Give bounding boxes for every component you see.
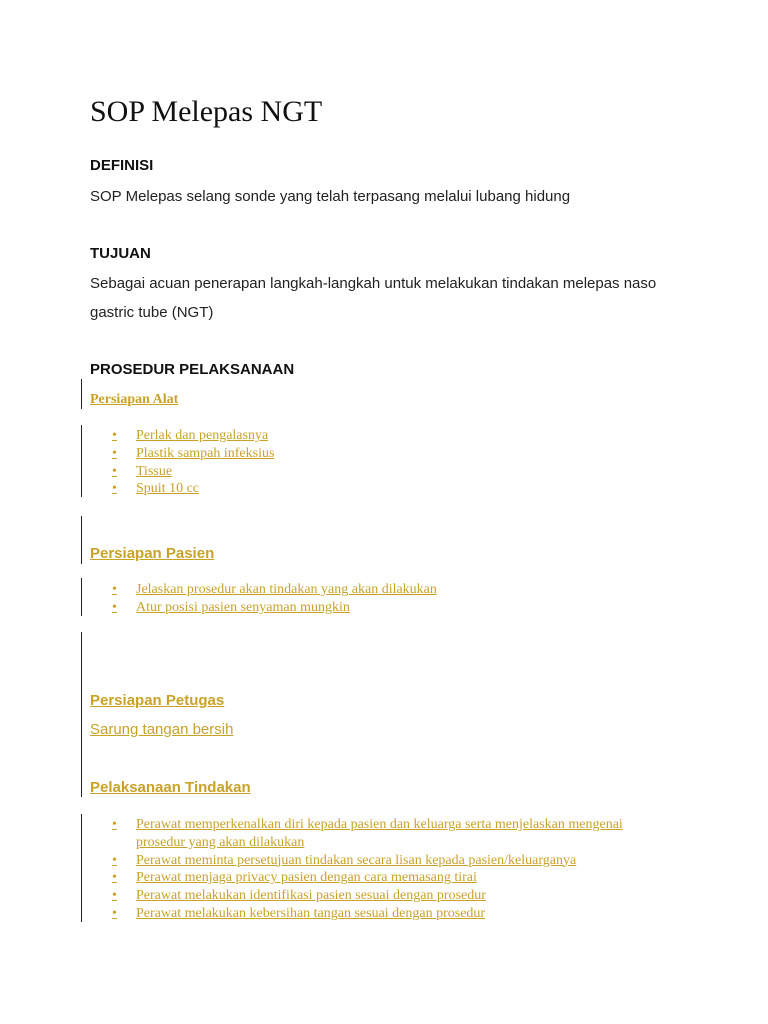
margin-bar	[81, 425, 82, 497]
list-item[interactable]: • Perawat meminta persetujuan tindakan secara lisan kepada pasien/keluarganya	[112, 852, 577, 868]
persiapan-petugas-link[interactable]: Persiapan Petugas	[90, 692, 225, 709]
persiapan-pasien-link[interactable]: Persiapan Pasien	[90, 545, 215, 562]
list-item[interactable]: • Jelaskan prosedur akan tindakan yang akan dilakukan	[112, 582, 437, 597]
tujuan-heading: TUJUAN	[90, 245, 151, 262]
definisi-text: SOP Melepas selang sonde yang telah terpasang melalui lubang hidung	[90, 188, 571, 205]
bullet-icon: •	[112, 599, 117, 615]
margin-bar	[81, 516, 82, 564]
tujuan-text-line-2: gastric tube (NGT)	[90, 304, 214, 321]
tujuan-text-line-1: Sebagai acuan penerapan langkah-langkah untuk melakukan tindakan melepas naso	[90, 275, 657, 292]
bullet-icon: •	[112, 481, 117, 497]
page-title: SOP Melepas NGT	[90, 95, 323, 128]
bullet-icon: •	[112, 463, 117, 479]
prosedur-heading: PROSEDUR PELAKSANAAN	[90, 361, 295, 378]
list-item[interactable]: • Tissue	[112, 463, 173, 479]
definisi-heading: DEFINISI	[90, 157, 154, 174]
bullet-icon: •	[112, 817, 117, 832]
list-item[interactable]: • Perlak dan pengalasnya	[112, 428, 269, 443]
margin-bar	[81, 379, 82, 409]
list-item[interactable]: • Perawat memperkenalkan diri kepada pasien dan keluarga serta menjelaskan mengenai prosedur yang akan dilakukan	[112, 817, 623, 850]
persiapan-alat-link[interactable]: Persiapan Alat	[90, 392, 179, 407]
bullet-icon: •	[112, 888, 117, 904]
bullet-icon: •	[112, 582, 117, 597]
bullet-icon: •	[112, 870, 117, 886]
bullet-icon: •	[112, 905, 117, 921]
persiapan-pasien-list	[112, 581, 672, 617]
bullet-icon: •	[112, 445, 117, 461]
persiapan-alat-list	[112, 427, 672, 498]
pelaksanaan-tindakan-link[interactable]: Pelaksanaan Tindakan	[90, 779, 251, 796]
list-item[interactable]: • Atur posisi pasien senyaman mungkin	[112, 599, 350, 615]
list-item[interactable]: • Perawat menjaga privacy pasien dengan cara memasang tirai	[112, 870, 477, 886]
margin-bar	[81, 578, 82, 616]
bullet-icon: •	[112, 428, 117, 443]
list-item[interactable]: • Plastik sampah infeksius	[112, 445, 275, 461]
margin-bar	[81, 632, 82, 797]
list-item[interactable]: • Spuit 10 cc	[112, 481, 199, 497]
sarung-tangan-link[interactable]: Sarung tangan bersih	[90, 721, 234, 738]
pelaksanaan-tindakan-list	[112, 816, 672, 923]
bullet-icon: •	[112, 852, 117, 868]
list-item[interactable]: • Perawat melakukan kebersihan tangan sesuai dengan prosedur	[112, 905, 486, 921]
list-item[interactable]: • Perawat melakukan identifikasi pasien sesuai dengan prosedur	[112, 888, 486, 904]
margin-bar	[81, 814, 82, 922]
